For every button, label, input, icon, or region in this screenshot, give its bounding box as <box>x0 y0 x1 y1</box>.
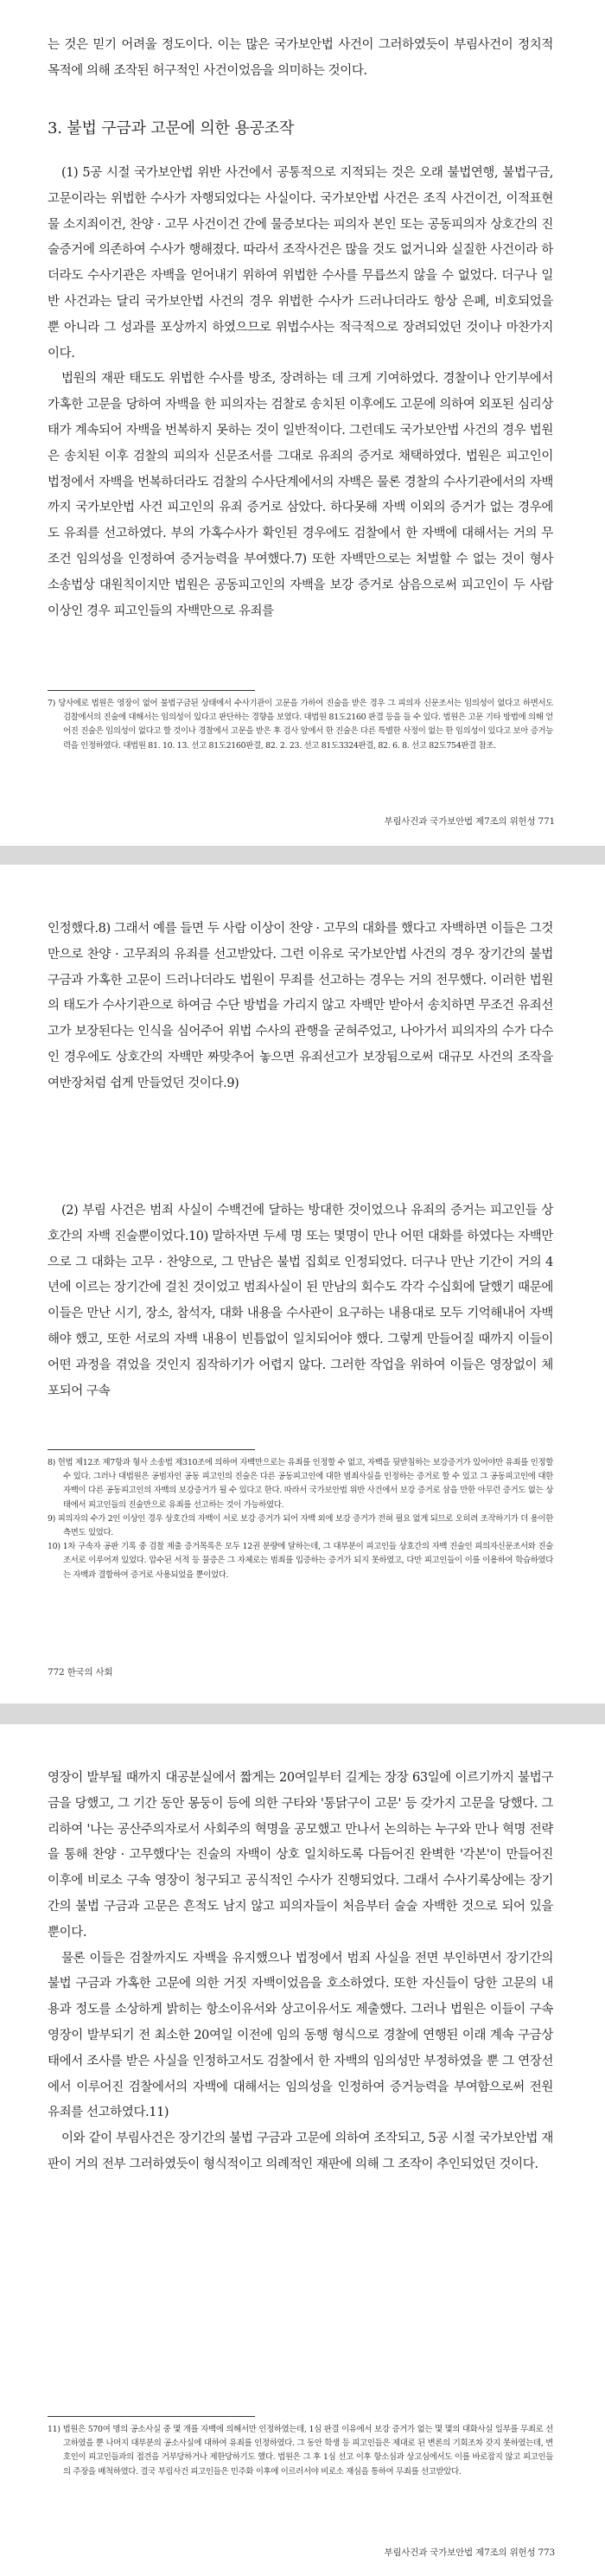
footnote-divider <box>48 690 255 691</box>
page-773 <box>0 1724 605 2576</box>
footnote: 7) 당사에로 법원은 영장이 없어 불법구금된 상태에서 수사기관이 고문을 가하여 진술을 받은 경우 그 피의자 신문조서는 임의성이 없다고 하면서도 검찰에서의 진술에 대해서는 임의성이 있다고 판단하는 경향을 보였다. 대법원 81도2160 판결 등을 들 수 있다. 법원은 고문 기타 방법에 의해 얻어진 진술은 임의성이 없다고 할 것이나 경찰에서 고문을 받은 후 검사 앞에서 한 진술은 다른 특별한 사정이 없는 한 임의성이 있다고 보아 증거능력을 인정하였다. 대법원 81. 10. 13. 선고 81도2160판결, 82. 2. 23. 선고 81도3324판결, 82. 6. 8. 선고 82도754판결 참조. <box>48 699 553 751</box>
page-footer: 부림사건과 국가보안법 제7조의 위헌성 771 <box>384 816 555 827</box>
body-text <box>48 917 553 1097</box>
page-footer: 부림사건과 국가보안법 제7조의 위헌성 773 <box>384 2547 555 2558</box>
footnote: 11) 법원은 570여 명의 공소사실 중 몇 개를 자백에 의해서만 인정하였는데, 1심 판결 이유에서 보강 증거가 없는 몇 몇의 대화사실 일부를 무죄로 선고하였을 뿐 나머지 대부분의 공소사실에 대하여 유죄를 인정하였다. 그 동안 학생 등 피고인들은 제대로 된 변론의 기회조차 갖지 못하였는데, 변호인이 피고인들과의 접견을 거부당하거나 제한당하기도 했다. 법원은 그 후 1심 선고 이후 항소심과 상고심에서도 이를 바로잡지 않고 피고인들의 주장을 배척하였다. 결국 부림사건 피고인들은 민주화 이후에 이르러서야 비로소 재심을 통하여 무죄를 선고받았다. <box>48 2425 553 2477</box>
footnote-block <box>48 1456 553 1641</box>
paragraph: (2) 부림 사건은 범죄 사실이 수백건에 달하는 방대한 것이었으나 유죄의 증거는 피고인들 상호간의 자백 진술뿐이었다.10) 말하자면 두세 명 또는 몇명이 만나 어떤 대화를 하였다는 자백만으로 그 대화는 고무 · 찬양으로, 그 만남은 불법 집회로 인정되었다. 더구나 만난 기간이 거의 4년에 이르는 장기간에 걸친 것이었고 범죄사실이 된 만남의 회수도 각각 수십회에 달했기 때문에 이들은 만난 시기, 장소, 참석자, 대화 내용을 수사관이 요구하는 내용대로 모두 기억해내어 자백해야 했고, 또한 서로의 자백 내용이 빈틈없이 일치되어야 했다. 그렇게 만들어질 때까지 이들이 어떤 과정을 겪었을 것인지 짐작하기가 어렵지 않다. 그러한 작업을 위하여 이들은 영장없이 체포되어 구속 <box>48 1204 553 1398</box>
section-heading-block <box>48 118 553 140</box>
paragraph: (1) 5공 시절 국가보안법 위반 사건에서 공통적으로 지적되는 것은 오래 불법연행, 불법구금, 고문이라는 위법한 수사가 자행되었다는 사실이다. 국가보안법 사건은 조직 사건이건, 이적표현물 소지죄이건, 찬양 · 고무 사건이건 간에 물증보다는 피의자 본인 또는 공동피의자 상호간의 진술증거에 의존하여 수사가 행해졌다. 따라서 조작사건은 많을 것도 없거니와 실질한 사건이라 하더라도 수사기관은 자백을 얻어내기 위하여 위법한 수사를 무릅쓰지 않을 수 없었다. 더구나 일반 사건과는 달리 국가보안법 사건의 경우 위법한 수사가 드러나더라도 항상 은폐, 비호되었을 뿐 아니라 그 성과를 포상까지 하였으므로 위법수사는 적극적으로 장려되었던 것이나 마찬가지이다. <box>48 166 553 361</box>
paragraph: 영장이 발부될 때까지 대공분실에서 짧게는 20여일부터 길게는 장장 63일에 이르기까지 불법구금을 당했고, 그 기간 동안 몽둥이 등에 의한 구타와 '통닭구이 고문' 등 갖가지 고문을 당했다. 그리하여 '나는 공산주의자로서 사회주의 혁명을 공모했고 만나서 논의하는 누구와 만나 혁명 전략을 통해 찬양 · 고무했다'는 진술의 자백이 상호 일치하도록 다듬어진 완벽한 '각본'이 만들어진 이후에 비로소 구속 영장이 청구되고 공식적인 수사가 진행되었다. 그래서 수사기록상에는 장기간의 불법 구금과 고문은 흔적도 남지 않고 피의자들이 처음부터 술술 자백한 것으로 되어 있을 뿐이다. <box>48 1771 553 1940</box>
paragraph: 인정했다.8) 그래서 예를 들면 두 사람 이상이 찬양 · 고무의 대화를 했다고 자백하면 이들은 그것만으로 찬양 · 고무죄의 유죄를 선고받았다. 그런 이유로 국가보안법 사건의 경우 장기간의 불법 구금과 가혹한 고문이 드러나더라도 법원이 무죄를 선고하는 경우는 거의 전무했다. 이러한 법원의 태도가 수사기관으로 하여금 수단 방법을 가리지 않고 자백만 받아서 송치하면 무조건 유죄선고가 보장된다는 인식을 심어주어 위법 수사의 관행을 굳혀주었고, 나아가서 피의자의 수가 다수인 경우에도 상호간의 자백만 짜맞추어 놓으면 유죄선고가 보장됨으로써 대규모 사건의 조작을 여반장처럼 쉽게 만들었던 것이다.9) <box>48 922 553 1090</box>
body-text <box>48 33 553 85</box>
footnote-divider <box>48 2416 255 2417</box>
footnote-block <box>48 2423 553 2518</box>
paragraph: 이와 같이 부림사건은 장기간의 불법 구금과 고문에 의하여 조작되고, 5공 시절 국가보안법 재판이 거의 전부 그러하였듯이 형식적이고 의례적인 재판에 의해 그 조작이 추인되었던 것이다. <box>48 2132 553 2171</box>
footnote: 9) 피의자의 수가 2인 이상인 경우 상호간의 자백이 서로 보강 증거가 되어 자백 외에 보강 증거가 전혀 필요 없게 되므로 오히려 조작하기가 더 용이한 측면도 있었다. <box>48 1513 553 1538</box>
section-heading: 3. 불법 구금과 고문에 의한 용공조작 <box>48 119 295 137</box>
paragraph: 는 것은 믿기 어려울 정도이다. 이는 많은 국가보안법 사건이 그러하였듯이 부림사건이 정치적 목적에 의해 조작된 허구적인 사건이었음을 의미하는 것이다. <box>48 38 553 78</box>
body-text <box>48 1766 553 2178</box>
body-text <box>48 161 553 618</box>
page-771 <box>0 0 605 846</box>
body-text <box>48 1199 553 1432</box>
footnote: 10) 1차 구속자 공판 기록 중 검찰 제출 증거목록은 모두 12권 분량에 달하는데, 그 대부분이 피고인들 상호간의 자백 진술인 피의자신문조서와 진술조서로 이루어져 있었다. 압수된 서적 등 물증은 그 자체로는 범죄를 입증하는 증거가 되지 못하였고, 다만 피고인들이 이를 이용하여 학습하였다는 자백과 결합하여 증거로 사용되었을 뿐이었다. <box>48 1542 553 1580</box>
footnote: 8) 헌법 제12조 제7항과 형사 소송법 제310조에 의하여 자백만으로는 유죄를 인정할 수 없고, 자백을 뒷받침하는 보강증거가 있어야만 유죄를 인정할 수 있다. 그러나 대법원은 공범자인 공동 피고인의 진술은 다른 공동피고인에 대한 범죄사실을 인정하는 증거로 할 수 있고 그 공동피고인에 대한 자백이 다른 공동피고인의 자백의 보강증거가 될 수 있다고 한다. 따라서 국가보안법 위반 사건에서 보강 증거로 삼을 만한 아무런 증거도 없는 상태에서 피고인들의 진술만으로 유죄를 선고하는 것이 가능하였다. <box>48 1458 553 1510</box>
footnote-divider <box>48 1449 255 1450</box>
paragraph: 물론 이들은 검찰까지도 자백을 유지했으나 법정에서 범죄 사실을 전면 부인하면서 장기간의 불법 구금과 가혹한 고문에 의한 거짓 자백이었음을 호소하였다. 또한 자신들이 당한 고문의 내용과 정도를 소상하게 밝히는 항소이유서와 상고이유서도 제출했다. 그러나 법원은 이들이 구속영장이 발부되기 전 최소한 20여일 이전에 임의 동행 형식으로 경찰에 연행된 이래 계속 구금상태에서 조사를 받은 사실을 인정하고서도 검찰에서 한 자백의 임의성만 부정하였을 뿐 그 연장선에서 이루어진 검찰에서의 자백에 대해서는 임의성을 인정하여 증거능력을 부여함으로써 전원 유죄를 선고하였다.11) <box>48 1951 553 2120</box>
footnote-block <box>48 697 553 792</box>
page-772 <box>0 865 605 1703</box>
page-footer: 772 한국의 사회 <box>48 1667 113 1678</box>
paragraph: 법원의 재판 태도도 위법한 수사를 방조, 장려하는 데 크게 기여하였다. 경찰이나 안기부에서 가혹한 고문을 당하여 자백을 한 피의자는 검찰로 송치된 이후에도 고문에 의하여 외포된 심리상태가 계속되어 자백을 번복하지 못하는 것이 일반적이다. 그런데도 국가보안법 사건의 경우 법원은 송치된 이후 검찰의 피의자 신문조서를 그대로 유죄의 증거로 채택하였다. 법원은 피고인이 법정에서 자백을 번복하더라도 검찰의 수사단계에서의 자백은 물론 경찰의 수사기관에서의 자백까지 국가보안법 사건 피고인의 유죄 증거로 삼았다. 하다못해 자백 이외의 증거가 없는 경우에도 유죄를 선고하였다. 부의 가혹수사가 확인된 경우에도 검찰에서 한 자백에 대해서는 거의 무조건 임의성을 인정하여 증거능력을 부여했다.7) 또한 자백만으로는 처벌할 수 없는 것이 형사 소송법상 대원칙이지만 법원은 공동피고인의 자백을 보강 증거로 삼음으로써 피고인이 두 사람 이상인 경우 피고인들의 자백만으로 유죄를 <box>48 372 553 618</box>
